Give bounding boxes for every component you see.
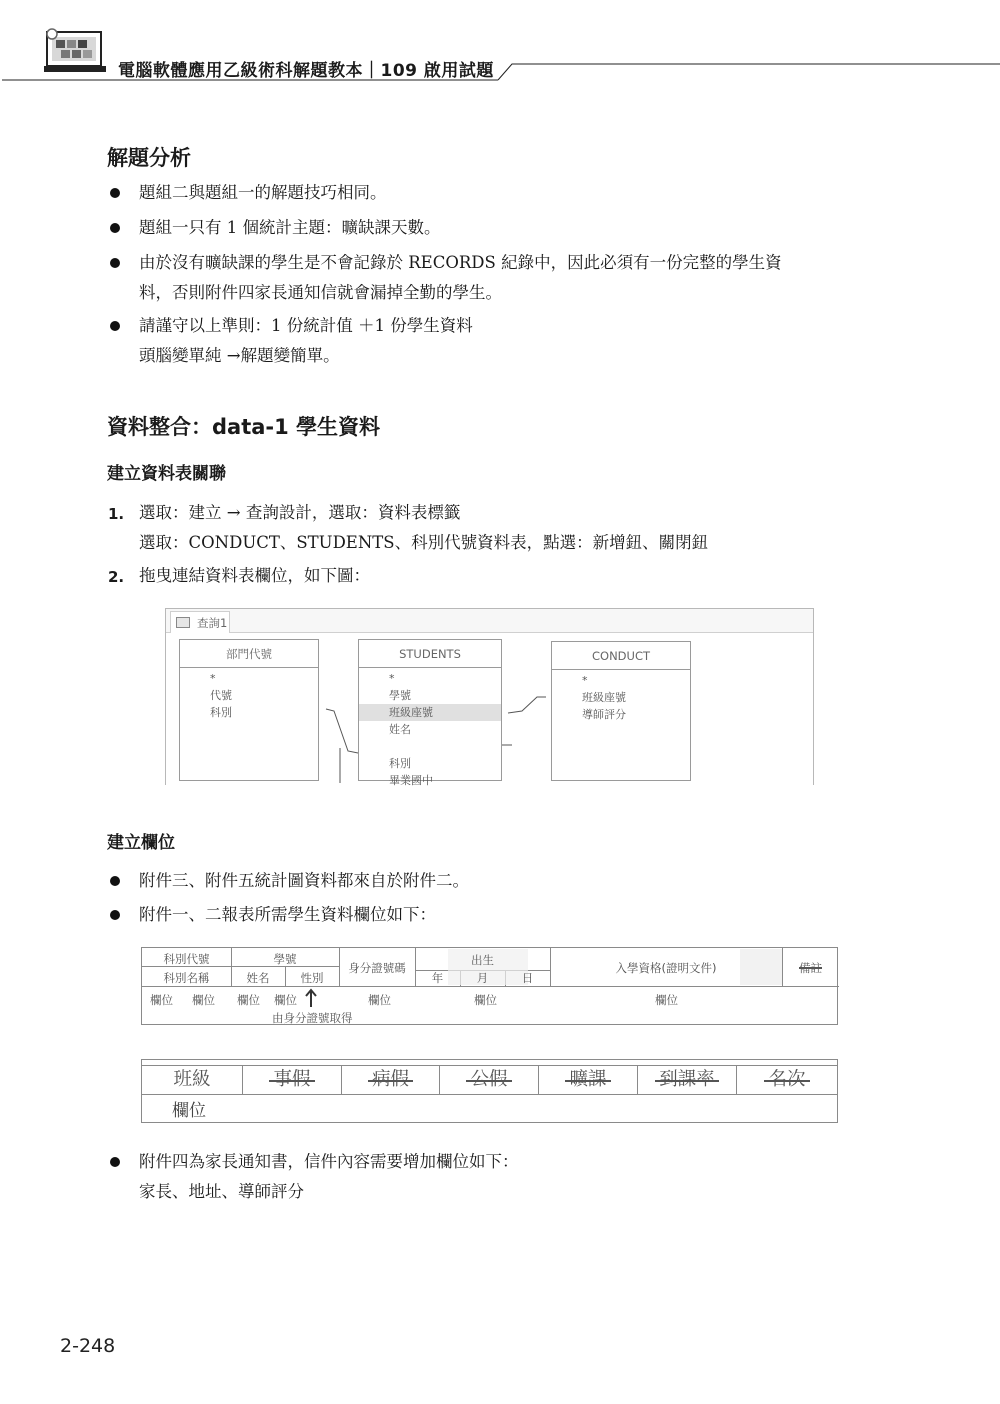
id-derived-note: 由身分證號取得	[272, 1011, 353, 1025]
query-icon	[176, 617, 190, 628]
bullet-dot	[110, 321, 120, 331]
col-dept-name: 科別名稱	[163, 971, 210, 985]
field-item[interactable]: 班級座號	[582, 691, 626, 704]
bullet-dot	[110, 188, 120, 198]
query-design-canvas	[166, 633, 813, 785]
integration-heading: 資料整合：data-1 學生資料	[107, 415, 381, 439]
bullet-dot	[110, 258, 120, 268]
col-class	[142, 1066, 242, 1094]
analysis-bullet-3-line-2: 料，否則附件四家長通知信就會漏掉全勤的學生。	[139, 283, 502, 302]
col-rank-struck	[736, 1066, 837, 1094]
analysis-bullet-4-line-1: 請謹守以上準則：1 份統計值 ＋1 份學生資料	[139, 316, 473, 335]
field-item-selected[interactable]: 班級座號	[359, 704, 501, 721]
field-item[interactable]: *	[389, 672, 395, 685]
col-gender: 性別	[300, 971, 324, 985]
field-item[interactable]: *	[210, 672, 216, 685]
header-rule	[0, 58, 1000, 84]
attendance-fields-table	[141, 1059, 838, 1123]
col-remarks-struck: 備註	[799, 961, 822, 975]
field-item[interactable]: 姓名	[389, 723, 411, 736]
field-cell: 欄位	[150, 993, 173, 1007]
field-item[interactable]: 學號	[389, 689, 411, 702]
field-cell: 欄位	[655, 993, 678, 1007]
fields-heading: 建立欄位	[107, 833, 175, 853]
field-cell: 欄位	[474, 993, 497, 1007]
col-sick-leave-struck	[341, 1066, 439, 1094]
col-year: 年	[431, 971, 444, 985]
field-item[interactable]: 畢業國中	[389, 774, 433, 787]
col-personal-leave-struck	[242, 1066, 341, 1094]
field-list-title: STUDENTS	[359, 640, 501, 668]
query-design-screenshot	[165, 608, 814, 785]
student-fields-table	[141, 947, 838, 1025]
col-absence-label: 曠課	[569, 1066, 606, 1094]
field-cell: 欄位	[274, 993, 297, 1007]
field-item[interactable]: 科別	[389, 757, 411, 770]
col-attendance-rate-label: 到課率	[659, 1066, 715, 1094]
fields-bullet-1: 附件三、附件五統計圖資料都來自於附件二。	[139, 871, 469, 890]
field-item[interactable]: *	[582, 674, 588, 687]
col-absence-struck	[538, 1066, 637, 1094]
col-name: 姓名	[246, 971, 270, 985]
arrow-up-icon	[304, 988, 318, 1008]
col-rank-label: 名次	[768, 1066, 805, 1094]
col-month: 月	[476, 971, 489, 985]
col-id-number: 身分證號碼	[348, 961, 406, 975]
step-1-line-2: 選取：CONDUCT、STUDENTS、科別代號資料表，點選：新增鈕、關閉鈕	[139, 533, 709, 552]
field-cell: 欄位	[237, 993, 260, 1007]
field-cell: 欄位	[172, 1101, 206, 1121]
analysis-bullet-2: 題組一只有 1 個統計主題：曠缺課天數。	[139, 218, 441, 237]
bullet-dot	[110, 910, 120, 920]
step-1-line-1: 選取：建立 → 查詢設計，選取：資料表標籤	[139, 503, 461, 522]
bullet-dot	[110, 876, 120, 886]
query-tab-label: 查詢1	[197, 616, 228, 630]
col-official-leave-label: 公假	[470, 1066, 507, 1094]
query-tab-bar	[166, 609, 813, 633]
header-title: 電腦軟體應用乙級術科解題教本｜109 啟用試題	[118, 61, 494, 81]
field-item[interactable]: 科別	[210, 706, 232, 719]
col-birth: 出生	[471, 953, 494, 967]
col-student-id: 學號	[273, 952, 297, 966]
analysis-bullet-4-line-2: 頭腦變單純 →解題變簡單。	[139, 346, 340, 365]
field-cell: 欄位	[192, 993, 215, 1007]
col-admission: 入學資格(證明文件)	[615, 961, 717, 975]
col-class-label: 班級	[173, 1069, 211, 1090]
relationship-lines	[166, 633, 815, 785]
step-number: 2.	[108, 568, 125, 586]
step-2-line-1: 拖曳連結資料表欄位，如下圖：	[139, 566, 370, 585]
field-item[interactable]: 導師評分	[582, 708, 626, 721]
bullet-dot	[110, 1157, 120, 1167]
analysis-bullet-1: 題組二與題組一的解題技巧相同。	[139, 183, 387, 202]
fields-bullet-3-line-2: 家長、地址、導師評分	[139, 1182, 304, 1201]
field-cell: 欄位	[368, 993, 391, 1007]
col-sick-leave-label: 病假	[372, 1066, 409, 1094]
step-number: 1.	[108, 505, 125, 523]
bullet-dot	[110, 223, 120, 233]
fields-bullet-3-line-1: 附件四為家長通知書，信件內容需要增加欄位如下：	[139, 1152, 519, 1171]
relations-heading: 建立資料表關聯	[107, 464, 226, 484]
page-number: 2-248	[60, 1335, 116, 1357]
field-item[interactable]: 代號	[210, 689, 232, 702]
col-official-leave-struck	[439, 1066, 538, 1094]
col-personal-leave-label: 事假	[273, 1066, 310, 1094]
fields-bullet-2: 附件一、二報表所需學生資料欄位如下：	[139, 905, 436, 924]
col-attendance-rate-struck	[637, 1066, 736, 1094]
query-tab[interactable]	[170, 611, 230, 634]
field-list-title: CONDUCT	[552, 642, 690, 670]
field-list-title: 部門代號	[180, 640, 318, 668]
analysis-bullet-3-line-1: 由於沒有曠缺課的學生是不會記錄於 RECORDS 紀錄中，因此必須有一份完整的學生資	[139, 253, 782, 272]
col-day: 日	[521, 971, 534, 985]
col-dept-code: 科別代號	[163, 952, 210, 966]
analysis-heading: 解題分析	[107, 146, 191, 170]
